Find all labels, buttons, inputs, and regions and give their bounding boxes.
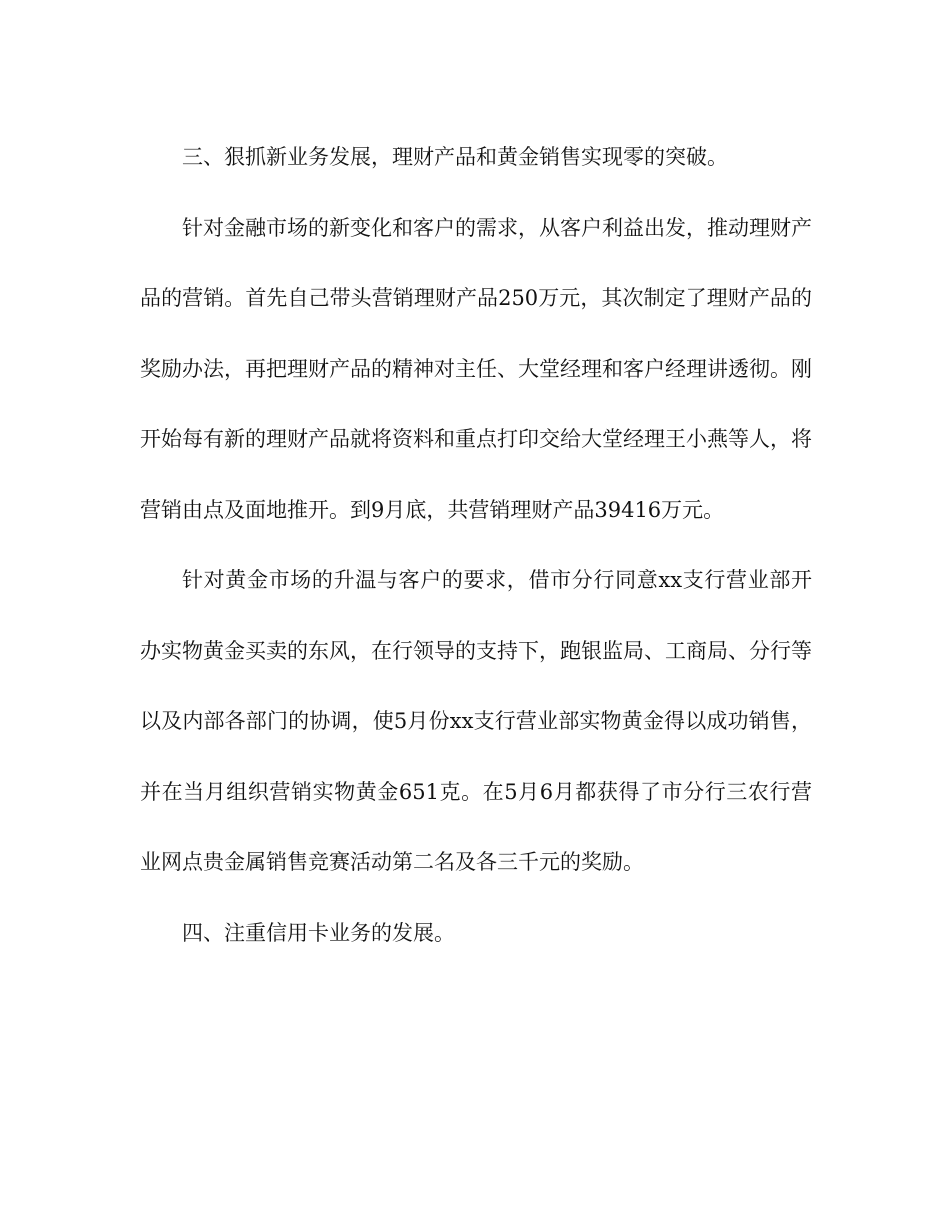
paragraph-wealth-products: 针对金融市场的新变化和客户的需求，从客户利益出发，推动理财产品的营销。首先自己带头营销理财产品250万元，其次制定了理财产品的奖励办法，再把理财产品的精神对主任、大堂经理和客户经理讲透彻。刚开始每有新的理财产品就将资料和重点打印交给大堂经理王小燕等人，将营销由点及面地推开。到9月底，共营销理财产品39416万元。 xyxy=(140,215,812,522)
paragraph-gold-sales: 针对黄金市场的升温与客户的要求，借市分行同意xx支行营业部开办实物黄金买卖的东风，在行领导的支持下，跑银监局、工商局、分行等以及内部各部门的协调，使5月份xx支行营业部实物黄金得以成功销售，并在当月组织营销实物黄金651克。在5月6月都获得了市分行三农行营业网点贵金属销售竞赛活动第二名及各三千元的奖励。 xyxy=(140,568,812,874)
document-body xyxy=(140,122,812,968)
section-heading-four: 四、注重信用卡业务的发展。 xyxy=(182,920,455,945)
section-heading-three: 三、狠抓新业务发展，理财产品和黄金销售实现零的突破。 xyxy=(182,145,728,169)
